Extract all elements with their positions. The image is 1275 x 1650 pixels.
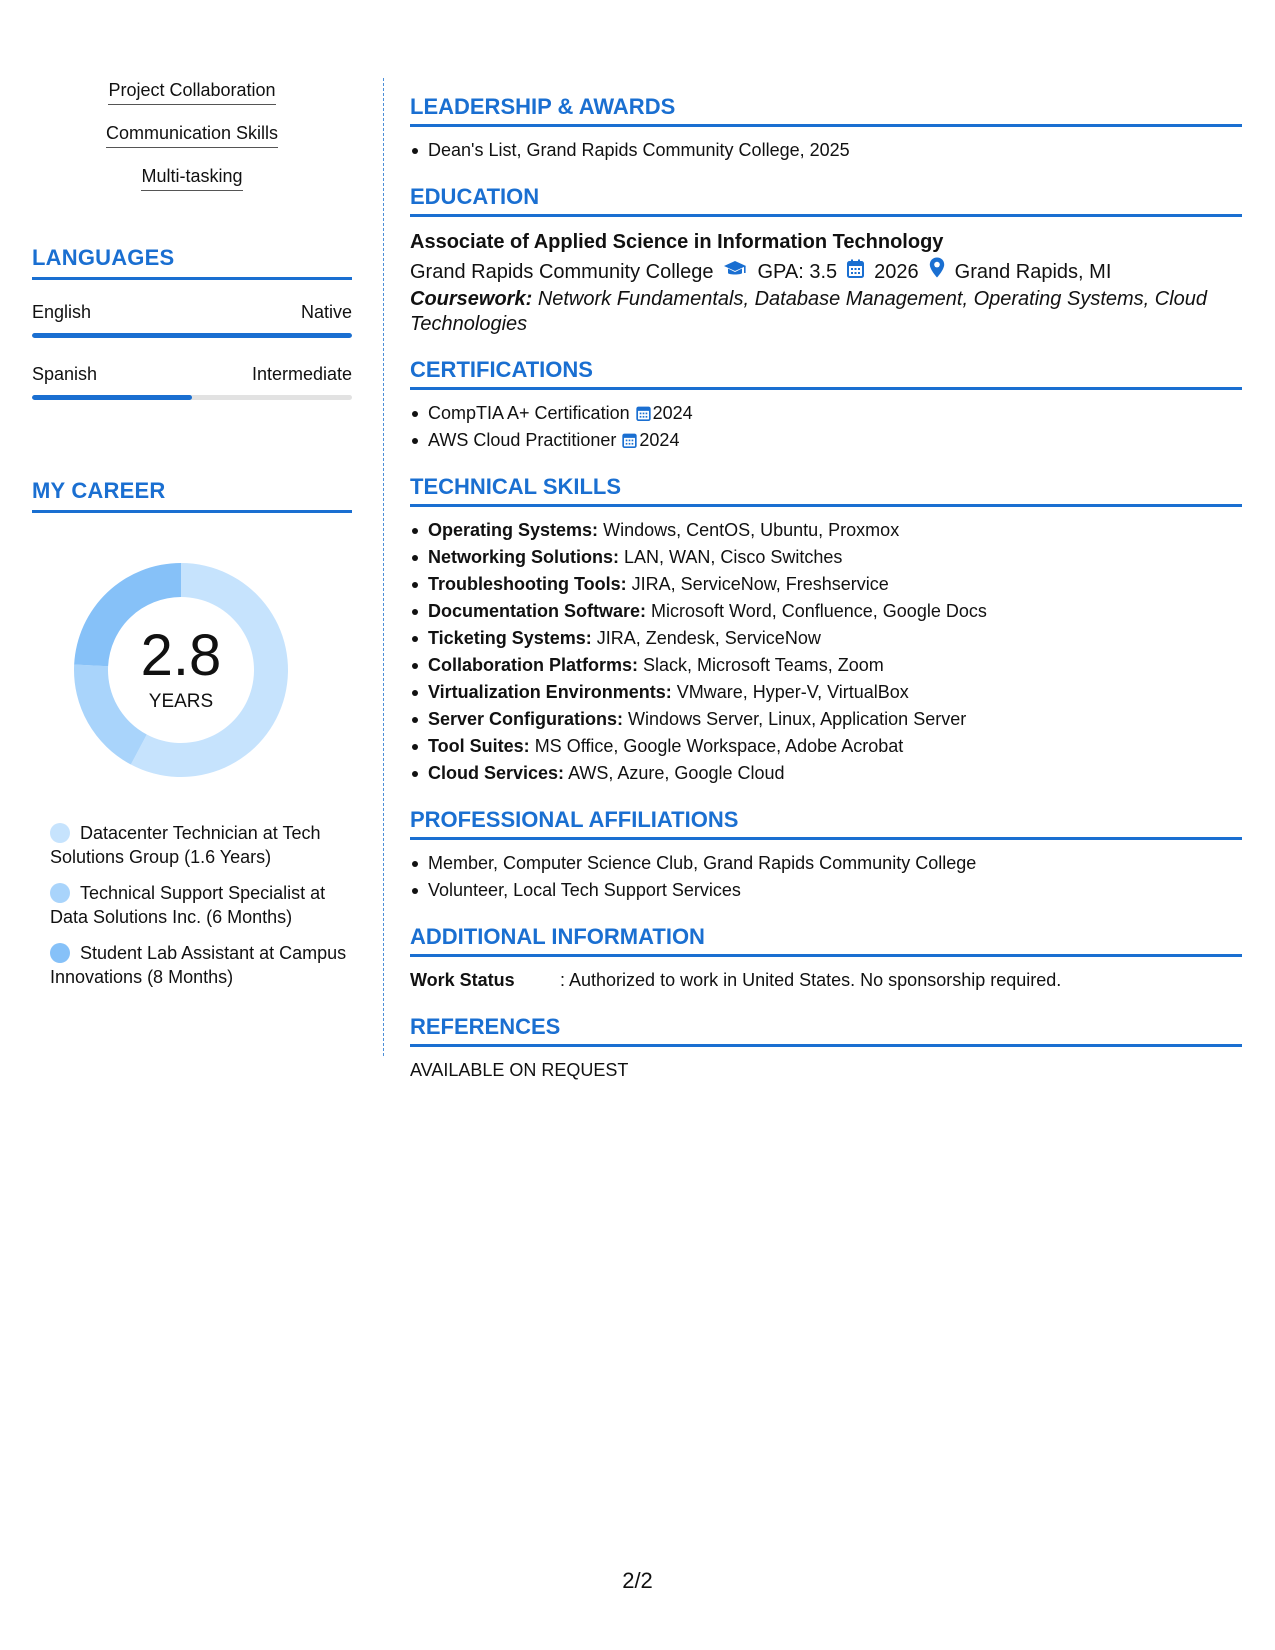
technical-skill-label: Ticketing Systems: xyxy=(428,628,592,648)
certification-name: AWS Cloud Practitioner xyxy=(428,430,617,450)
technical-skill-item xyxy=(410,706,1242,733)
list-item: Member, Computer Science Club, Grand Rapids Community College xyxy=(410,850,1242,877)
section-title: LEADERSHIP & AWARDS xyxy=(410,94,1242,127)
language-bar-fill xyxy=(32,333,352,338)
section-title: TECHNICAL SKILLS xyxy=(410,474,1242,507)
technical-skill-label: Cloud Services: xyxy=(428,763,565,783)
language-item xyxy=(32,302,352,338)
career-legend-label: Student Lab Assistant at Campus Innovations (8 Months) xyxy=(50,943,347,987)
soft-skill-label: Project Collaboration xyxy=(108,80,275,105)
technical-skill-value: JIRA, Zendesk, ServiceNow xyxy=(596,628,821,648)
technical-skill-value: Windows Server, Linux, Application Server xyxy=(628,709,967,729)
language-level: Native xyxy=(300,302,352,322)
language-name: Spanish xyxy=(32,364,98,384)
work-status-value: : Authorized to work in United States. No sponsorship required. xyxy=(560,970,1062,990)
leadership-section xyxy=(410,94,1242,164)
technical-skill-value: VMware, Hyper-V, VirtualBox xyxy=(676,682,909,702)
career-legend-item xyxy=(50,941,352,989)
list-item xyxy=(410,400,1242,427)
technical-skill-item xyxy=(410,760,1242,787)
technical-skill-item xyxy=(410,598,1242,625)
technical-skill-label: Collaboration Platforms: xyxy=(428,655,639,675)
career-unit: YEARS xyxy=(148,691,214,712)
technical-skill-value: AWS, Azure, Google Cloud xyxy=(568,763,785,783)
sidebar xyxy=(32,80,352,1001)
coursework-label: Coursework: xyxy=(410,288,533,310)
technical-skill-item xyxy=(410,517,1242,544)
additional-info-section xyxy=(410,924,1242,994)
technical-skill-item xyxy=(410,571,1242,598)
technical-skill-label: Troubleshooting Tools: xyxy=(428,574,627,594)
soft-skill xyxy=(32,123,352,148)
calendar-icon xyxy=(847,257,864,287)
language-level: Intermediate xyxy=(251,364,352,384)
technical-skill-label: Operating Systems: xyxy=(428,520,599,540)
soft-skill-label: Communication Skills xyxy=(106,123,278,148)
certification-year: 2024 xyxy=(652,403,693,423)
technical-skill-item xyxy=(410,733,1242,760)
column-divider xyxy=(383,78,384,1056)
gpa-value: GPA: 3.5 xyxy=(757,261,838,283)
coursework-list: Network Fundamentals, Database Management, Operating Systems, Cloud Technologies xyxy=(410,288,1208,335)
legend-dot-icon xyxy=(50,943,70,963)
certification-name: CompTIA A+ Certification xyxy=(428,403,630,423)
technical-skills-list xyxy=(410,517,1242,787)
technical-skill-item xyxy=(410,679,1242,706)
career-legend-item xyxy=(50,821,352,869)
list-item: Dean's List, Grand Rapids Community College, 2025 xyxy=(410,137,1242,164)
languages-title: LANGUAGES xyxy=(32,245,352,280)
section-title: PROFESSIONAL AFFILIATIONS xyxy=(410,807,1242,840)
coursework xyxy=(410,287,1242,337)
career-total: 2.8 xyxy=(140,623,222,688)
education-section xyxy=(410,184,1242,337)
section-title: CERTIFICATIONS xyxy=(410,357,1242,390)
location-pin-icon xyxy=(929,257,945,287)
technical-skill-label: Virtualization Environments: xyxy=(428,682,672,702)
list-item: Volunteer, Local Tech Support Services xyxy=(410,877,1242,904)
main-content xyxy=(410,94,1242,1104)
language-item xyxy=(32,364,352,400)
section-title: EDUCATION xyxy=(410,184,1242,217)
section-title: ADDITIONAL INFORMATION xyxy=(410,924,1242,957)
technical-skill-value: MS Office, Google Workspace, Adobe Acrobat xyxy=(534,736,904,756)
career-legend-item xyxy=(50,881,352,929)
graduation-year: 2026 xyxy=(874,261,919,283)
page-number: 2/2 xyxy=(622,1568,653,1593)
technical-skill-label: Tool Suites: xyxy=(428,736,530,756)
soft-skill xyxy=(32,80,352,105)
language-bar xyxy=(32,333,352,338)
school-location: Grand Rapids, MI xyxy=(954,261,1112,283)
references-section xyxy=(410,1014,1242,1084)
technical-skill-item xyxy=(410,625,1242,652)
certifications-section xyxy=(410,357,1242,454)
work-status-label: Work Status xyxy=(410,970,515,990)
career-legend-label: Technical Support Specialist at Data Solutions Inc. (6 Months) xyxy=(50,883,326,927)
calendar-icon xyxy=(622,429,637,445)
affiliations-section xyxy=(410,807,1242,904)
language-bar-fill xyxy=(32,395,192,400)
section-title: REFERENCES xyxy=(410,1014,1242,1047)
technical-skill-value: Windows, CentOS, Ubuntu, Proxmox xyxy=(603,520,900,540)
career-donut-chart xyxy=(66,555,296,785)
degree-title: Associate of Applied Science in Information Technology xyxy=(410,231,944,253)
technical-skill-label: Documentation Software: xyxy=(428,601,647,621)
technical-skill-item xyxy=(410,544,1242,571)
technical-skill-value: Slack, Microsoft Teams, Zoom xyxy=(643,655,884,675)
technical-skill-value: Microsoft Word, Confluence, Google Docs xyxy=(651,601,987,621)
list-item xyxy=(410,427,1242,454)
certification-year: 2024 xyxy=(639,430,680,450)
references-text: AVAILABLE ON REQUEST xyxy=(410,1060,629,1080)
language-name: English xyxy=(32,302,92,322)
technical-skill-item xyxy=(410,652,1242,679)
graduation-cap-icon xyxy=(723,257,747,287)
career-legend xyxy=(32,821,352,989)
technical-skills-section xyxy=(410,474,1242,787)
technical-skill-label: Server Configurations: xyxy=(428,709,624,729)
career-legend-label: Datacenter Technician at Tech Solutions Group (1.6 Years) xyxy=(50,823,321,867)
technical-skill-label: Networking Solutions: xyxy=(428,547,619,567)
technical-skill-value: LAN, WAN, Cisco Switches xyxy=(624,547,843,567)
calendar-icon xyxy=(636,402,651,418)
soft-skill-label: Multi-tasking xyxy=(141,166,242,191)
legend-dot-icon xyxy=(50,823,70,843)
technical-skill-value: JIRA, ServiceNow, Freshservice xyxy=(631,574,889,594)
legend-dot-icon xyxy=(50,883,70,903)
education-details xyxy=(410,257,1242,287)
language-bar xyxy=(32,395,352,400)
soft-skill xyxy=(32,166,352,191)
career-title: MY CAREER xyxy=(32,478,352,513)
school-name: Grand Rapids Community College xyxy=(410,261,714,283)
